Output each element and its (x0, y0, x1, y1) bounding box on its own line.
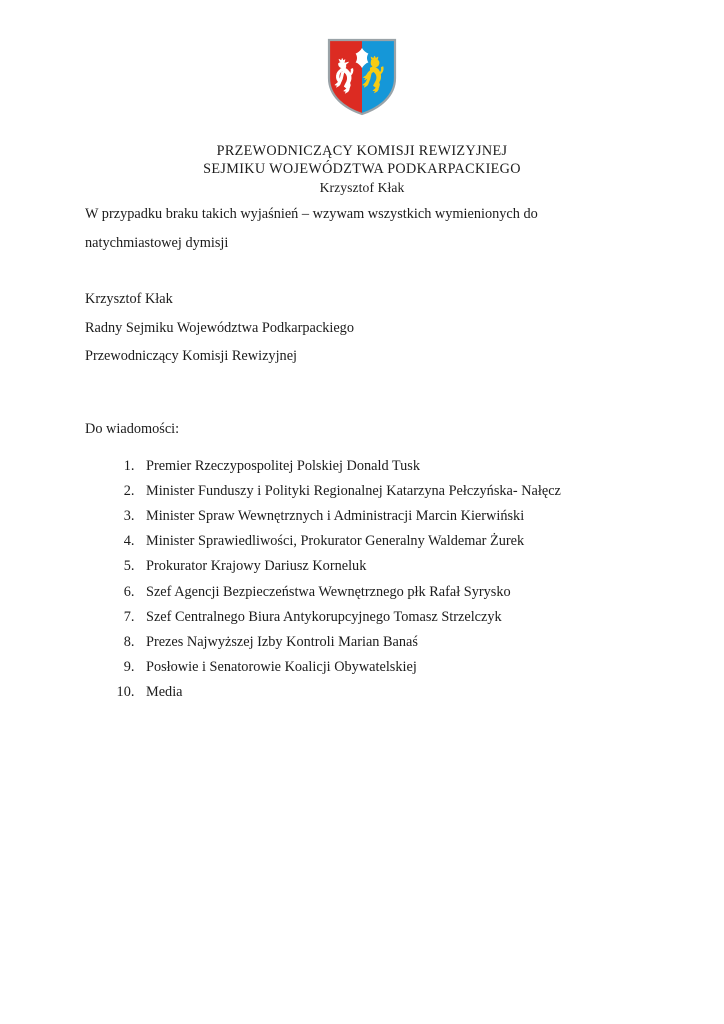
list-item: 8. Prezes Najwyższej Izby Kontroli Marian Banaś (138, 630, 639, 655)
signature-name: Krzysztof Kłak (85, 291, 173, 308)
list-item: 10. Media (138, 680, 639, 705)
signature-block (85, 285, 639, 371)
coat-of-arms-container (0, 38, 724, 116)
list-item: 6. Szef Agencji Bezpieczeństwa Wewnętrznego płk Rafał Syrysko (138, 580, 639, 605)
signature-role-councillor: Radny Sejmiku Województwa Podkarpackiego (85, 319, 354, 336)
body-paragraph-line-1: W przypadku braku takich wyjaśnień – wzywam wszystkich wymienionych do (85, 206, 538, 222)
list-item: 7. Szef Centralnego Biura Antykorupcyjnego Tomasz Strzelczyk (138, 605, 639, 630)
document-body (85, 200, 639, 705)
letterhead-header (0, 142, 724, 197)
list-item: 5. Prokurator Krajowy Dariusz Korneluk (138, 554, 639, 579)
body-paragraph-line-2: natychmiastowej dymisji (85, 234, 229, 251)
coat-of-arms-podkarpackie-icon (327, 38, 397, 116)
cc-label: Do wiadomości: (85, 420, 180, 437)
cc-recipients-list (85, 454, 639, 706)
header-title-line-1: PRZEWODNICZĄCY KOMISJI REWIZYJNEJ (216, 143, 508, 159)
header-signatory-name: Krzysztof Kłak (319, 180, 405, 196)
body-paragraph (85, 200, 639, 257)
list-item: 1. Premier Rzeczypospolitej Polskiej Donald Tusk (138, 454, 639, 479)
list-item: 9. Posłowie i Senatorowie Koalicji Obywatelskiej (138, 655, 639, 680)
list-item: 3. Minister Spraw Wewnętrznych i Administracji Marcin Kierwiński (138, 504, 639, 529)
list-item: 2. Minister Funduszy i Polityki Regionalnej Katarzyna Pełczyńska- Nałęcz (138, 479, 639, 504)
list-item: 4. Minister Sprawiedliwości, Prokurator Generalny Waldemar Żurek (138, 529, 639, 554)
header-title-line-2: SEJMIKU WOJEWÓDZTWA PODKARPACKIEGO (203, 161, 521, 178)
signature-role-chairman: Przewodniczący Komisji Rewizyjnej (85, 348, 298, 365)
